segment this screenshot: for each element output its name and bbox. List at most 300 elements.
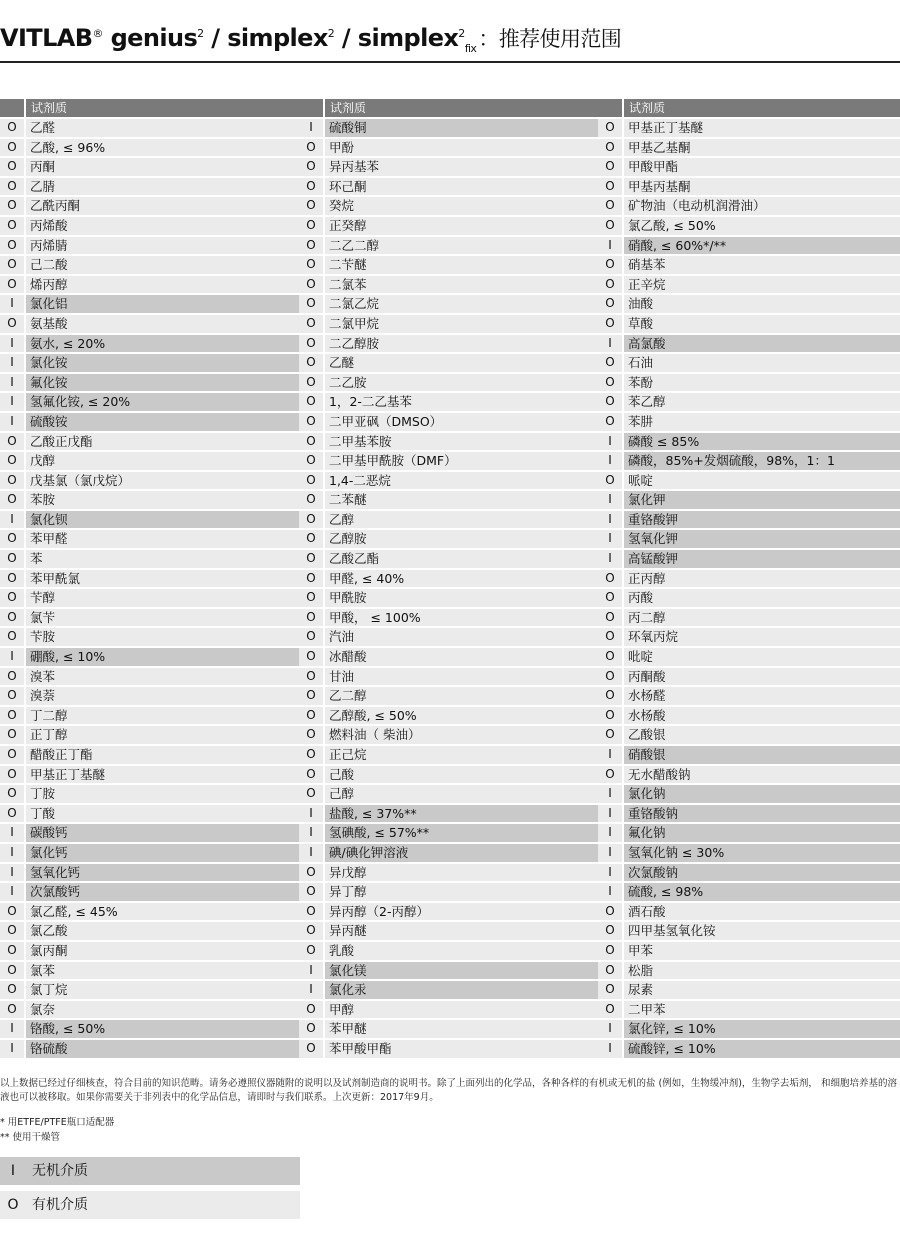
reagent-row [0, 648, 300, 666]
reagent-name: 苯酚 [624, 374, 900, 392]
reagent-name: 二乙二醇 [325, 237, 599, 255]
medium-type-marker: O [598, 158, 622, 176]
reagent-name: 乙醛 [26, 119, 300, 137]
medium-type-marker: O [299, 335, 323, 353]
reagent-row [299, 1001, 599, 1019]
reagent-name: 氯苄 [26, 609, 300, 627]
medium-type-marker: O [0, 237, 24, 255]
medium-type-marker: I [0, 824, 24, 842]
reagent-name: 甲醛, ≤ 40% [325, 570, 599, 588]
medium-type-marker: O [598, 354, 622, 372]
reagent-row [299, 452, 599, 470]
medium-type-marker: O [299, 648, 323, 666]
medium-type-marker: I [598, 883, 622, 901]
medium-type-marker: I [299, 844, 323, 862]
reagent-row [598, 158, 900, 176]
reagent-row [299, 707, 599, 725]
reagent-name: 吡啶 [624, 648, 900, 666]
reagent-name: 氢氧化钾 [624, 530, 900, 548]
medium-type-marker: O [299, 1040, 323, 1058]
reagent-name: 无水醋酸钠 [624, 766, 900, 784]
reagent-row [598, 1001, 900, 1019]
reagent-name: 正丁醇 [26, 726, 300, 744]
reagent-name: 二甲苯 [624, 1001, 900, 1019]
medium-type-marker: O [0, 1001, 24, 1019]
reagent-name: 苄胺 [26, 628, 300, 646]
reagent-name: 氯丁烷 [26, 981, 300, 999]
medium-type-marker: O [0, 922, 24, 940]
reagent-name: 高锰酸钾 [624, 550, 900, 568]
reagent-name: 环己酮 [325, 178, 599, 196]
reagent-name: 异戊醇 [325, 864, 599, 882]
reagent-name: 氯化钡 [26, 511, 300, 529]
reagent-row [598, 256, 900, 274]
medium-type-marker: O [0, 668, 24, 686]
reagent-row [0, 609, 300, 627]
reagent-name: 二氯苯 [325, 276, 599, 294]
reagent-row [299, 903, 599, 921]
reagent-name: 冰醋酸 [325, 648, 599, 666]
reagent-name: 燃料油（ 柴油） [325, 726, 599, 744]
reagent-row [299, 805, 599, 823]
reagent-row [598, 609, 900, 627]
reagent-name: 1，2-二乙基苯 [325, 393, 599, 411]
column-header: 试剂质 [299, 99, 599, 117]
reagent-name: 乙酰丙酮 [26, 197, 300, 215]
medium-type-marker: O [598, 295, 622, 313]
medium-type-marker: I [598, 805, 622, 823]
reagent-column-2 [299, 99, 599, 1060]
reagent-row [299, 609, 599, 627]
medium-type-marker: O [299, 883, 323, 901]
reagent-name: 丁胺 [26, 785, 300, 803]
reagent-row [299, 472, 599, 490]
medium-type-marker: O [598, 668, 622, 686]
reagent-name: 氯丙酮 [26, 942, 300, 960]
medium-type-marker: I [299, 805, 323, 823]
reagent-row [299, 726, 599, 744]
reagent-row [299, 119, 599, 137]
reagent-name: 苯甲醚 [325, 1020, 599, 1038]
medium-type-marker: I [0, 883, 24, 901]
column-header: 试剂质 [0, 99, 300, 117]
reagent-name: 乙醇胺 [325, 530, 599, 548]
reagent-name: 四甲基氢氧化铵 [624, 922, 900, 940]
medium-type-marker: O [0, 276, 24, 294]
medium-type-marker: O [598, 981, 622, 999]
reagent-row [598, 393, 900, 411]
reagent-row [0, 550, 300, 568]
medium-type-marker: O [0, 452, 24, 470]
medium-type-marker: O [299, 217, 323, 235]
reagent-name: 氯化汞 [325, 981, 599, 999]
reagent-name: 戊醇 [26, 452, 300, 470]
medium-type-marker: O [0, 433, 24, 451]
reagent-name: 甲酸甲酯 [624, 158, 900, 176]
reagent-name: 甲基正丁基醚 [26, 766, 300, 784]
reagent-name: 氢氟化铵, ≤ 20% [26, 393, 300, 411]
reagent-row [0, 256, 300, 274]
reagent-name: 氨基酸 [26, 315, 300, 333]
medium-type-marker: O [0, 609, 24, 627]
reagent-row [299, 315, 599, 333]
reagent-row [299, 1020, 599, 1038]
reagent-row [299, 511, 599, 529]
reagent-name: 汽油 [325, 628, 599, 646]
medium-type-marker: O [299, 491, 323, 509]
reagent-row [299, 785, 599, 803]
medium-type-marker: I [0, 335, 24, 353]
reagent-row [0, 942, 300, 960]
reagent-row [299, 668, 599, 686]
reagent-name: 氯化钾 [624, 491, 900, 509]
medium-type-marker: O [299, 628, 323, 646]
reagent-row [0, 139, 300, 157]
medium-type-marker: O [598, 942, 622, 960]
reagent-row [598, 335, 900, 353]
reagent-name: 丙烯腈 [26, 237, 300, 255]
medium-type-marker: I [598, 491, 622, 509]
reagent-name: 乙二醇 [325, 687, 599, 705]
medium-type-marker: O [598, 707, 622, 725]
reagent-name: 矿物油（电动机润滑油） [624, 197, 900, 215]
medium-type-marker: O [0, 726, 24, 744]
reagent-row [0, 883, 300, 901]
medium-type-marker: I [0, 413, 24, 431]
medium-type-marker: O [299, 139, 323, 157]
reagent-row [598, 864, 900, 882]
reagent-name: 溴苯 [26, 668, 300, 686]
reagent-row [299, 491, 599, 509]
reagent-name: 苯甲酸甲酯 [325, 1040, 599, 1058]
reagent-row [598, 276, 900, 294]
medium-type-marker: I [0, 374, 24, 392]
reagent-row [299, 981, 599, 999]
reagent-row [299, 178, 599, 196]
reagent-row [598, 746, 900, 764]
reagent-row [598, 903, 900, 921]
medium-type-marker: O [598, 374, 622, 392]
legend-inorganic: I 无机介质 [0, 1157, 300, 1185]
reagent-name: 二氯甲烷 [325, 315, 599, 333]
reagent-name: 氯苯 [26, 962, 300, 980]
reagent-row [299, 335, 599, 353]
reagent-row [0, 726, 300, 744]
medium-type-marker: O [299, 746, 323, 764]
reagent-name: 正辛烷 [624, 276, 900, 294]
reagent-name: 氢氧化钠 ≤ 30% [624, 844, 900, 862]
medium-type-marker: O [299, 393, 323, 411]
medium-type-marker: O [0, 628, 24, 646]
medium-type-marker: O [299, 589, 323, 607]
medium-type-marker: O [299, 668, 323, 686]
medium-type-marker: O [299, 1020, 323, 1038]
reagent-row [0, 844, 300, 862]
medium-type-marker: O [598, 178, 622, 196]
medium-type-marker: O [598, 903, 622, 921]
medium-type-marker: O [299, 413, 323, 431]
medium-type-marker: O [598, 139, 622, 157]
reagent-name: 二苯醚 [325, 491, 599, 509]
reagent-name: 乙酸正戊酯 [26, 433, 300, 451]
reagent-row [0, 1020, 300, 1038]
reagent-name: 盐酸, ≤ 37%** [325, 805, 599, 823]
reagent-name: 磷酸，85%+发烟硫酸，98%，1：1 [624, 452, 900, 470]
reagent-row [299, 824, 599, 842]
reagent-name: 硫酸铜 [325, 119, 599, 137]
reagent-name: 甲酸， ≤ 100% [325, 609, 599, 627]
reagent-row [0, 707, 300, 725]
reagent-name: 乙醚 [325, 354, 599, 372]
reagent-row [598, 687, 900, 705]
medium-type-marker: O [0, 687, 24, 705]
reagent-row [598, 550, 900, 568]
reagent-row [299, 276, 599, 294]
reagent-name: 正己烷 [325, 746, 599, 764]
medium-type-marker: O [598, 570, 622, 588]
medium-type-marker: I [598, 335, 622, 353]
reagent-row [598, 119, 900, 137]
reagent-row [0, 197, 300, 215]
medium-type-marker: O [0, 903, 24, 921]
medium-type-marker: O [299, 550, 323, 568]
reagent-row [299, 570, 599, 588]
reagent-row [0, 628, 300, 646]
reagent-row [0, 687, 300, 705]
reagent-row [299, 237, 599, 255]
medium-type-marker: O [0, 805, 24, 823]
reagent-name: 甲基正丁基醚 [624, 119, 900, 137]
reagent-name: 正癸醇 [325, 217, 599, 235]
reagent-row [299, 942, 599, 960]
reagent-row [598, 844, 900, 862]
reagent-row [0, 589, 300, 607]
reagent-name: 铬酸, ≤ 50% [26, 1020, 300, 1038]
reagent-row [0, 393, 300, 411]
reagent-row [299, 393, 599, 411]
reagent-name: 哌啶 [624, 472, 900, 490]
medium-type-marker: O [598, 589, 622, 607]
reagent-row [0, 1040, 300, 1058]
reagent-row [299, 217, 599, 235]
medium-type-marker: O [299, 276, 323, 294]
reagent-row [299, 589, 599, 607]
reagent-name: 己二酸 [26, 256, 300, 274]
reagent-row [0, 178, 300, 196]
reagent-row [598, 472, 900, 490]
reagent-name: 氯化钙 [26, 844, 300, 862]
medium-type-marker: O [0, 962, 24, 980]
reagent-name: 碳酸钙 [26, 824, 300, 842]
reagent-row [0, 570, 300, 588]
medium-type-marker: I [598, 785, 622, 803]
reagent-row [598, 883, 900, 901]
reagent-row [0, 335, 300, 353]
reagent-name: 丁酸 [26, 805, 300, 823]
medium-type-marker: I [0, 295, 24, 313]
reagent-row [598, 511, 900, 529]
medium-type-marker: O [299, 178, 323, 196]
reagent-name: 丁二醇 [26, 707, 300, 725]
reagent-name: 异丁醇 [325, 883, 599, 901]
reagent-row [0, 785, 300, 803]
reagent-name: 戊基氯（氯戊烷） [26, 472, 300, 490]
reagent-name: 烯丙醇 [26, 276, 300, 294]
reagent-name: 苯甲醛 [26, 530, 300, 548]
reagent-row [299, 648, 599, 666]
medium-type-marker: O [0, 217, 24, 235]
medium-type-marker: O [299, 922, 323, 940]
reagent-row [0, 805, 300, 823]
medium-type-marker: O [299, 726, 323, 744]
medium-type-marker: O [299, 766, 323, 784]
reagent-name: 乙酸, ≤ 96% [26, 139, 300, 157]
medium-type-marker: I [0, 511, 24, 529]
reagent-row [0, 491, 300, 509]
medium-type-marker: O [0, 197, 24, 215]
reagent-name: 氢碘酸, ≤ 57%** [325, 824, 599, 842]
medium-type-marker: I [299, 962, 323, 980]
reagent-name: 二甲亚砜（DMSO） [325, 413, 599, 431]
reagent-row [0, 511, 300, 529]
reagent-name: 乳酸 [325, 942, 599, 960]
medium-type-marker: O [0, 530, 24, 548]
reagent-row [299, 687, 599, 705]
reagent-row [299, 139, 599, 157]
reagent-name: 碘/碘化钾溶液 [325, 844, 599, 862]
medium-type-marker: O [598, 197, 622, 215]
reagent-row [299, 883, 599, 901]
medium-type-marker: O [0, 139, 24, 157]
medium-type-marker: I [598, 433, 622, 451]
medium-type-marker: O [299, 903, 323, 921]
medium-type-marker: I [299, 824, 323, 842]
reagent-name: 硝基苯 [624, 256, 900, 274]
medium-type-marker: O [0, 707, 24, 725]
reagent-column-1 [0, 99, 300, 1060]
reagent-row [299, 256, 599, 274]
reagent-name: 醋酸正丁酯 [26, 746, 300, 764]
reagent-name: 水杨酸 [624, 707, 900, 725]
reagent-row [0, 374, 300, 392]
reagent-row [598, 295, 900, 313]
medium-type-marker: O [299, 433, 323, 451]
reagent-name: 氯奈 [26, 1001, 300, 1019]
reagent-name: 丙烯酸 [26, 217, 300, 235]
reagent-name: 己醇 [325, 785, 599, 803]
reagent-row [299, 766, 599, 784]
medium-type-marker: I [0, 864, 24, 882]
reagent-row [598, 1020, 900, 1038]
reagent-name: 重铬酸钠 [624, 805, 900, 823]
medium-type-marker: O [299, 237, 323, 255]
reagent-name: 苄醇 [26, 589, 300, 607]
reagent-row [0, 315, 300, 333]
medium-type-marker: I [598, 1040, 622, 1058]
reagent-name: 丙酮 [26, 158, 300, 176]
reagent-name: 苯甲酰氯 [26, 570, 300, 588]
medium-type-marker: O [0, 491, 24, 509]
reagent-row [598, 785, 900, 803]
reagent-name: 甲醇 [325, 1001, 599, 1019]
medium-type-marker: O [598, 217, 622, 235]
reagent-row [0, 354, 300, 372]
medium-type-marker: I [598, 530, 622, 548]
reagent-row [299, 1040, 599, 1058]
reagent-row [598, 452, 900, 470]
reagent-name: 次氯酸钙 [26, 883, 300, 901]
reagent-name: 二苄醚 [325, 256, 599, 274]
reagent-name: 氯化铵 [26, 354, 300, 372]
reagent-row [0, 922, 300, 940]
reagent-name: 氯化铝 [26, 295, 300, 313]
reagent-name: 溴萘 [26, 687, 300, 705]
reagent-row [299, 374, 599, 392]
reagent-row [598, 354, 900, 372]
medium-type-marker: O [299, 570, 323, 588]
medium-type-marker: I [598, 452, 622, 470]
reagent-row [299, 922, 599, 940]
reagent-name: 异丙基苯 [325, 158, 599, 176]
reagent-row [598, 178, 900, 196]
reagent-name: 苯 [26, 550, 300, 568]
reagent-row [598, 922, 900, 940]
reagent-name: 异丙醇（2-丙醇） [325, 903, 599, 921]
medium-type-marker: O [299, 452, 323, 470]
medium-type-marker: O [0, 472, 24, 490]
reagent-name: 石油 [624, 354, 900, 372]
reagent-row [0, 158, 300, 176]
reagent-row [598, 962, 900, 980]
medium-type-marker: O [299, 354, 323, 372]
medium-type-marker: I [598, 844, 622, 862]
medium-type-marker: I [299, 981, 323, 999]
reagent-name: 苯肼 [624, 413, 900, 431]
reagent-row [598, 942, 900, 960]
reagent-row [0, 864, 300, 882]
medium-type-marker: O [0, 766, 24, 784]
medium-type-marker: O [0, 746, 24, 764]
reagent-name: 甲基丙基酮 [624, 178, 900, 196]
disclaimer-note: 以上数据已经过仔细核查，符合目前的知识范畴。请务必遵照仪器随附的说明以及试剂制造商的说明书。除了上面列出的化学品，各种各样的有机或无机的盐 (例如，生物缓冲剂)，生物学去垢剂， 和细胞培养基的溶液也可以被移取。如果你需要关于非列表中的化学品信息，请即时与我们联系。上次更新：2017年9月。 [0, 1078, 897, 1103]
reagent-row [0, 981, 300, 999]
reagent-name: 氟化钠 [624, 824, 900, 842]
reagent-row [299, 962, 599, 980]
reagent-name: 甲基乙基酮 [624, 139, 900, 157]
reagent-row [0, 217, 300, 235]
reagent-name: 次氯酸钠 [624, 864, 900, 882]
medium-type-marker: I [0, 844, 24, 862]
reagent-row [598, 413, 900, 431]
reagent-name: 高氯酸 [624, 335, 900, 353]
reagent-name: 二氯乙烷 [325, 295, 599, 313]
reagent-row [0, 962, 300, 980]
reagent-name: 硝酸, ≤ 60%*/** [624, 237, 900, 255]
reagent-row [0, 237, 300, 255]
medium-type-marker: O [0, 785, 24, 803]
medium-type-marker: O [598, 609, 622, 627]
reagent-row [598, 628, 900, 646]
medium-type-marker: O [299, 315, 323, 333]
reagent-name: 铬硫酸 [26, 1040, 300, 1058]
reagent-row [0, 668, 300, 686]
reagent-row [598, 805, 900, 823]
reagent-name: 硼酸, ≤ 10% [26, 648, 300, 666]
reagent-name: 硝酸银 [624, 746, 900, 764]
medium-type-marker: I [0, 1020, 24, 1038]
medium-type-marker: O [299, 256, 323, 274]
reagent-row [598, 491, 900, 509]
